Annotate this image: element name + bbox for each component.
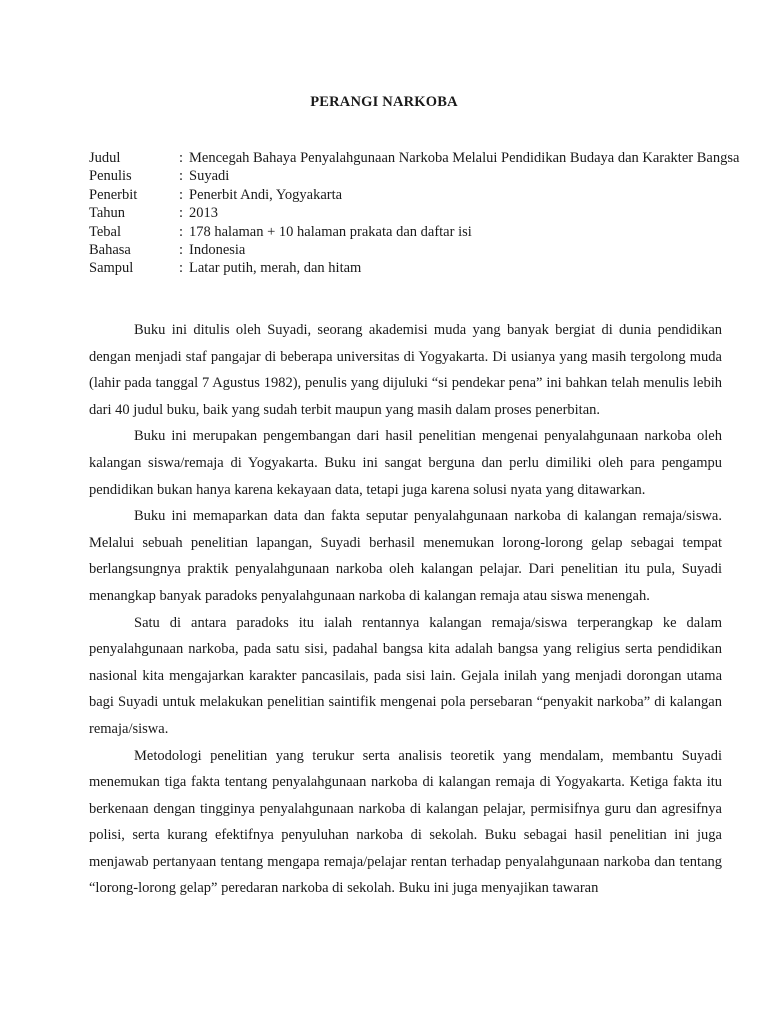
metadata-colon: : (179, 168, 184, 185)
metadata-value: 178 halaman + 10 halaman prakata dan daftar isi (189, 223, 472, 240)
metadata-value: Indonesia (189, 242, 246, 259)
body-paragraph: Satu di antara paradoks itu ialah rentannya kalangan remaja/siswa terperangkap ke dalam penyalahgunaan narkoba, pada satu sisi, padahal bangsa kita adalah bangsa yang religius serta pendidikan nasional kita mengajarkan karakter pancasilais, pada sisi lain. Gejala inilah yang menjadi dorongan utama bagi Suyadi untuk melakukan penelitian saintifik mengenai pola persebaran “penyakit narkoba” di kalangan remaja/siswa. (89, 614, 722, 737)
body-paragraph: Buku ini merupakan pengembangan dari hasil penelitian mengenai penyalahgunaan narkoba oleh kalangan siswa/remaja di Yogyakarta. Buku ini sangat berguna dan perlu dimiliki oleh para pengampu pendidikan bukan hanya karena kekayaan data, tetapi juga karena solusi nyata yang ditawarkan. (89, 428, 722, 498)
metadata-colon: : (179, 186, 184, 203)
body-paragraph: Buku ini ditulis oleh Suyadi, seorang akademisi muda yang banyak bergiat di dunia pendidikan dengan menjadi staf pangajar di beberapa universitas di Yogyakarta. Di usianya yang masih tergolong muda (lahir pada tanggal 7 Agustus 1982), penulis yang dijuluki “si pendekar pena” ini bahkan telah menulis lebih dari 40 judul buku, baik yang sudah terbit maupun yang masih dalam proses penerbitan. (89, 322, 722, 418)
metadata-value: Penerbit Andi, Yogyakarta (189, 186, 343, 203)
book-metadata-table (89, 149, 749, 278)
metadata-colon: : (179, 260, 184, 277)
body-paragraph: Metodologi penelitian yang terukur serta analisis teoretik yang mendalam, membantu Suyadi menemukan tiga fakta tentang penyalahgunaan narkoba di kalangan remaja di Yogyakarta. Ketiga fakta itu berkenaan dengan tingginya penyalahgunaan narkoba di kalangan pelajar, permisifnya guru dan agresifnya polisi, serta kurang efektifnya penyuluhan narkoba di sekolah. Buku sebagai hasil penelitian ini juga menjawab pertanyaan tentang mengapa remaja/pelajar rentan terhadap penyalahgunaan narkoba dan tentang “lorong-lorong gelap” peredaran narkoba di sekolah. Buku ini juga menyajikan tawaran (89, 747, 722, 897)
metadata-key: Tebal (89, 223, 121, 240)
review-body (89, 317, 722, 902)
metadata-value: Suyadi (189, 168, 230, 185)
body-paragraph: Buku ini memaparkan data dan fakta seputar penyalahgunaan narkoba di kalangan remaja/siswa. Melalui sebuah penelitian lapangan, Suyadi berhasil menemukan lorong-lorong gelap sebagai tempat berlangsungnya praktik penyalahgunaan narkoba oleh kalangan pelajar. Dari penelitian itu pula, Suyadi menangkap banyak paradoks penyalahgunaan narkoba di kalangan remaja atau siswa menengah. (89, 508, 722, 604)
metadata-row-judul (89, 149, 749, 167)
metadata-key: Tahun (89, 205, 126, 222)
metadata-value: Mencegah Bahaya Penyalahgunaan Narkoba Melalui Pendidikan Budaya dan Karakter Bangsa (189, 150, 740, 166)
metadata-colon: : (179, 242, 184, 259)
metadata-key: Sampul (89, 260, 134, 277)
metadata-row-bahasa (89, 241, 749, 259)
metadata-key: Penerbit (89, 186, 138, 203)
metadata-value: 2013 (189, 205, 218, 222)
metadata-key: Judul (89, 150, 121, 166)
metadata-row-penerbit (89, 186, 749, 204)
metadata-colon: : (179, 150, 184, 166)
metadata-key: Bahasa (89, 242, 131, 259)
metadata-key: Penulis (89, 168, 132, 185)
metadata-row-penulis (89, 167, 749, 185)
metadata-row-tahun (89, 204, 749, 222)
metadata-row-tebal (89, 223, 749, 241)
metadata-colon: : (179, 205, 184, 222)
document-title: PERANGI NARKOBA (310, 94, 458, 110)
metadata-value: Latar putih, merah, dan hitam (189, 260, 362, 277)
metadata-row-sampul (89, 259, 749, 277)
metadata-colon: : (179, 223, 184, 240)
